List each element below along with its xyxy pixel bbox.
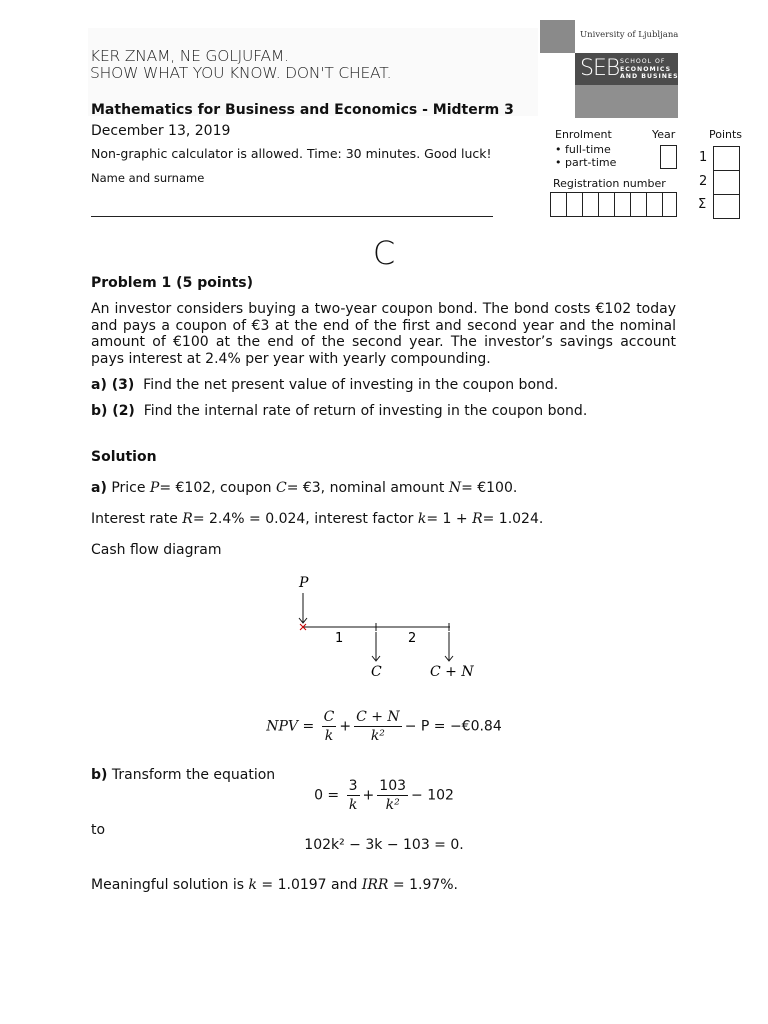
denominator: k (324, 728, 334, 744)
plus: + (362, 787, 375, 804)
text: = 1.97%. (392, 877, 459, 893)
transform-equation (0, 777, 768, 814)
text: = €100. (461, 480, 518, 496)
math-var: C (275, 480, 287, 496)
points-box-2[interactable] (713, 170, 740, 195)
exam-rules: Non-graphic calculator is allowed. Time: 30 minutes. Good luck! (91, 146, 492, 161)
plus: + (339, 718, 352, 735)
npv-lhs: NPV (266, 718, 298, 735)
math-var: IRR (361, 877, 389, 893)
text: = €102, coupon (159, 480, 272, 496)
math-var: R (472, 511, 483, 527)
numerator: C + N (356, 709, 400, 725)
registration-digit-box[interactable] (582, 192, 599, 217)
enrolment-option-part-time[interactable] (555, 156, 616, 169)
fraction (322, 708, 337, 745)
university-name: University of Ljubljana (580, 30, 679, 40)
solution-price-line (91, 480, 517, 497)
logo-school-line-3: AND BUSINESS (620, 73, 684, 80)
diagram-top-label: P (299, 575, 309, 591)
bullet-icon: • (555, 156, 562, 169)
fraction (377, 777, 408, 814)
logo-school-text (620, 58, 684, 81)
registration-digit-box[interactable] (598, 192, 615, 217)
conclusion (91, 877, 458, 894)
denominator: k (348, 797, 358, 813)
exam-date: December 13, 2019 (91, 123, 231, 139)
solution-b-text: Transform the equation (111, 767, 276, 783)
name-label: Name and surname (91, 171, 205, 185)
quadratic-equation: 102k² − 3k − 103 = 0. (304, 837, 464, 853)
registration-digit-box[interactable] (662, 192, 677, 217)
npv-equation: NPV = $\frac{C}{k}$ + $\frac{C + N}{\text{k²}}$ − P = −€0.84 (266, 709, 502, 744)
motto-line-1: KER ZNAM, NE GOLJUFAM. (90, 47, 289, 65)
registration-label: Registration number (553, 177, 666, 190)
logo-square (540, 20, 575, 53)
year-box[interactable] (660, 145, 677, 169)
math-var: N (448, 480, 462, 496)
registration-number-boxes (550, 192, 676, 216)
name-field[interactable] (91, 216, 493, 217)
denominator: k² (385, 797, 400, 813)
points-box-1[interactable] (713, 146, 740, 171)
part-b-text: Find the internal rate of return of investing in the coupon bond. (143, 403, 588, 419)
logo-seb: SEB (580, 56, 620, 81)
text: = 2.4% = 0.024, interest factor (192, 511, 414, 527)
problem-heading: Problem 1 (5 points) (91, 275, 254, 291)
points-row-label-sum: Σ (698, 197, 707, 212)
motto (90, 48, 391, 82)
numerator: 3 (348, 778, 358, 794)
npv-tail: − P = −€0.84 (404, 718, 502, 735)
text: = 1 + (426, 511, 468, 527)
part-a-text: Find the net present value of investing in the coupon bond. (143, 377, 559, 393)
motto-line-2: SHOW WHAT YOU KNOW. DON'T CHEAT. (90, 64, 392, 82)
solution-b-label: b) (91, 767, 108, 783)
registration-digit-box[interactable] (646, 192, 663, 217)
math-var: k (248, 877, 257, 893)
numerator: 103 (379, 778, 407, 794)
numerator: C (323, 709, 335, 725)
logo-school-line-1: SCHOOL OF (620, 58, 666, 65)
period-label-1: 1 (335, 631, 344, 646)
fraction (347, 777, 360, 814)
text: Interest rate (91, 511, 178, 527)
points-row-label-2: 2 (699, 174, 708, 189)
enrolment-option-full-time[interactable] (555, 143, 611, 156)
transform-lhs: 0 = (314, 787, 340, 804)
math-var: R (182, 511, 193, 527)
solution-rate-line (91, 511, 543, 528)
registration-digit-box[interactable] (614, 192, 631, 217)
problem-text: An investor considers buying a two-year coupon bond. The bond costs €102 today and pays a coupon of €3 at the end of the first and second year and the nominal amount of €100 at the end of the second year. The investor’s savings account pays interest at 2.4% per year with yearly compounding. (91, 301, 676, 367)
part-b (91, 403, 587, 420)
period-label-2: 2 (408, 631, 417, 646)
logo-school-line-2: ECONOMICS (620, 65, 672, 73)
solution-heading: Solution (91, 449, 157, 465)
enrolment-option-label: part-time (565, 156, 617, 169)
part-a (91, 377, 558, 394)
text: = 1.024. (482, 511, 544, 527)
cashflow-diagram (280, 570, 490, 680)
year-label: Year (652, 128, 676, 141)
text: Meaningful solution is (91, 877, 245, 893)
diagram-bottom-label-1: C (371, 664, 382, 680)
exam-variant: C (372, 234, 396, 272)
registration-digit-box[interactable] (566, 192, 583, 217)
bullet-icon: • (555, 143, 562, 156)
to-label: to (91, 822, 106, 838)
registration-digit-box[interactable] (630, 192, 647, 217)
points-row-label-1: 1 (699, 150, 708, 165)
cashflow-label: Cash flow diagram (91, 542, 222, 558)
exam-title: Mathematics for Business and Economics - Midterm 3 (91, 102, 514, 118)
part-b-label: b) (2) (91, 403, 135, 419)
text: Price (111, 480, 146, 496)
fraction (354, 708, 402, 745)
points-box-sum[interactable] (713, 194, 740, 219)
math-var: P (149, 480, 160, 496)
logo-block-light (575, 85, 678, 118)
points-label: Points (709, 128, 743, 141)
enrolment-label: Enrolment (555, 128, 612, 141)
text: = €3, nominal amount (286, 480, 445, 496)
diagram-bottom-label-2: C + N (430, 664, 474, 680)
enrolment-option-label: full-time (565, 143, 611, 156)
registration-digit-box[interactable] (550, 192, 567, 217)
transform-tail: − 102 (411, 787, 454, 804)
part-a-label: a) (3) (91, 377, 135, 393)
text: = 1.0197 and (261, 877, 358, 893)
denominator: k² (370, 728, 385, 744)
math-var: k (417, 511, 427, 527)
solution-a-label: a) (91, 480, 107, 496)
